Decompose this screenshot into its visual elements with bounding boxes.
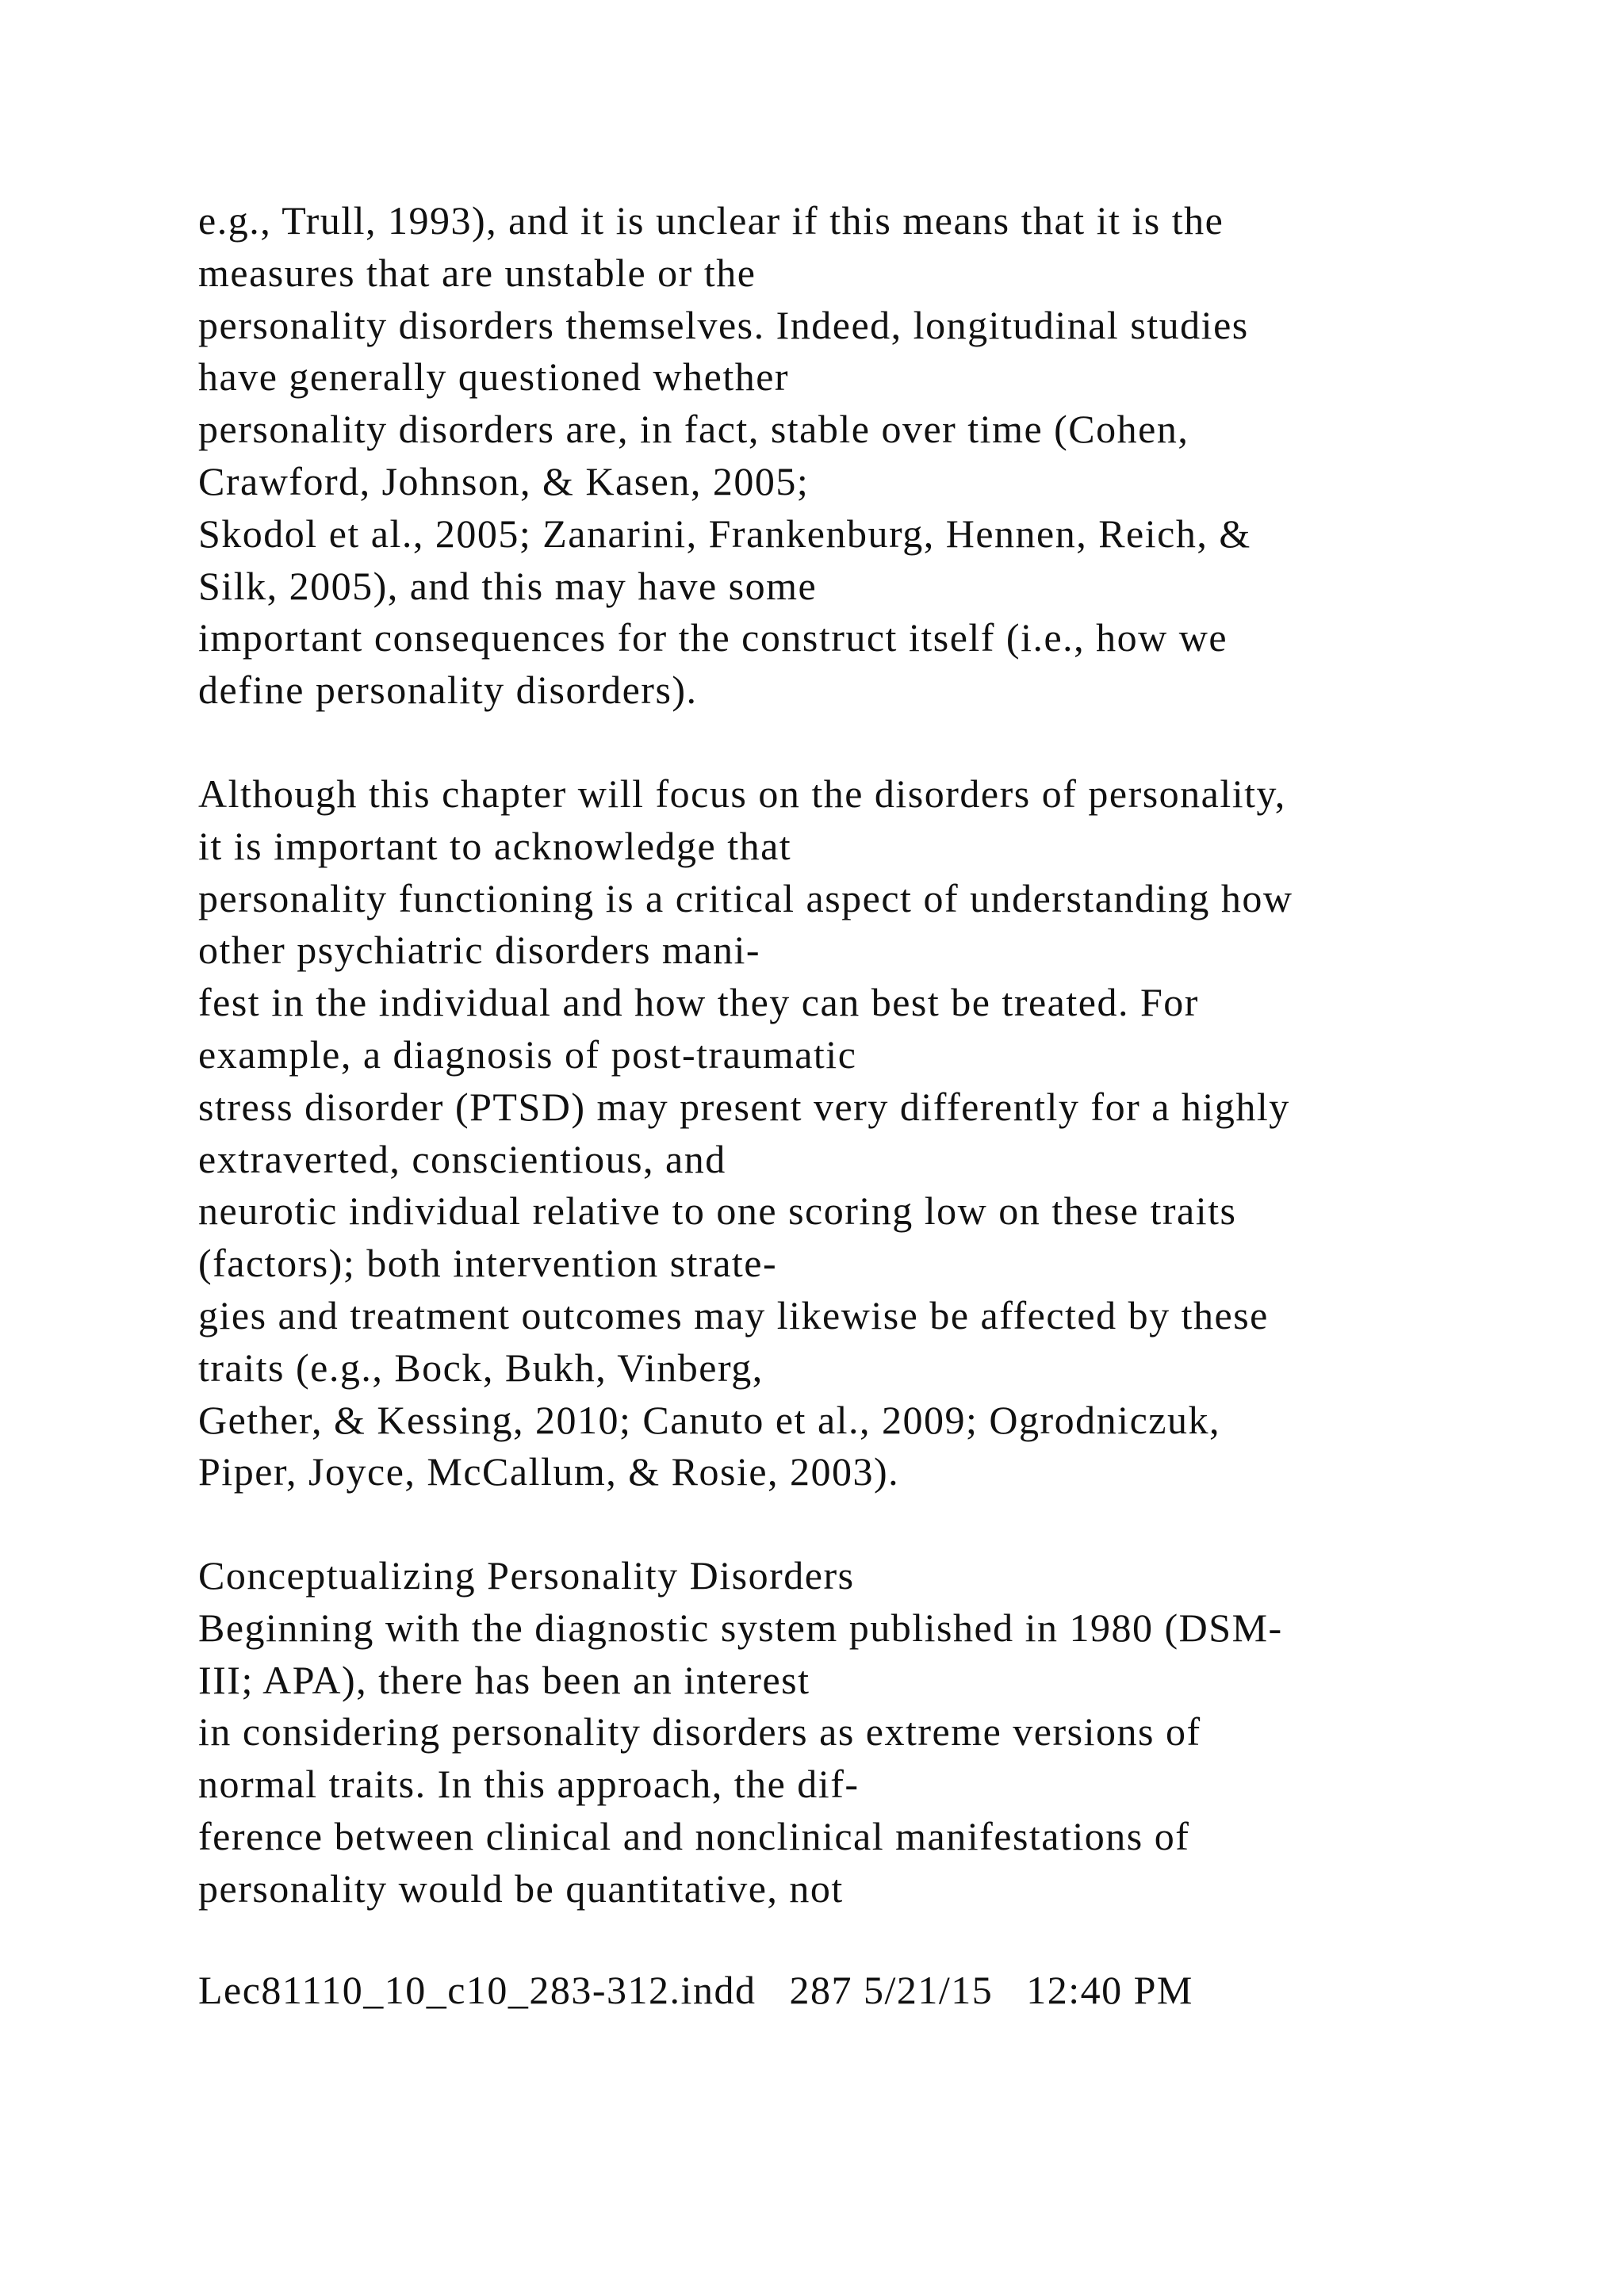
text-line: extraverted, conscientious, and [198, 1136, 726, 1181]
text-line: in considering personality disorders as extreme versions of [198, 1709, 1201, 1755]
text-line: e.g., Trull, 1993), and it is unclear if this means that it is the [198, 198, 1224, 243]
text-line: ference between clinical and nonclinical manifestations of [198, 1813, 1190, 1858]
text-line: Piper, Joyce, McCallum, & Rosie, 2003). [198, 1449, 900, 1494]
text-line: normal traits. In this approach, the dif- [198, 1762, 860, 1807]
text-line: fest in the individual and how they can best be treated. For [198, 980, 1199, 1025]
paragraph-longitudinal-stability [198, 195, 1546, 717]
text-line: have generally questioned whether [198, 354, 790, 400]
text-line: personality disorders themselves. Indeed, longitudinal studies [198, 302, 1249, 347]
text-line: Gether, & Kessing, 2010; Canuto et al., 2009; Ogrodniczuk, [198, 1397, 1220, 1442]
footer-file-info: Lec81110_10_c10_283-312.indd 287 5/21/15 12:40 PM [198, 1968, 1193, 2012]
text-line: III; APA), there has been an interest [198, 1657, 810, 1702]
text-line: example, a diagnosis of post-traumatic [198, 1031, 857, 1077]
text-line: Silk, 2005), and this may have some [198, 563, 818, 608]
text-line: personality would be quantitative, not [198, 1866, 844, 1911]
text-line: Skodol et al., 2005; Zanarini, Frankenburg, Hennen, Reich, & [198, 511, 1251, 556]
page-footer [198, 1965, 1546, 2017]
section-heading: Conceptualizing Personality Disorders [198, 1553, 855, 1598]
text-line: traits (e.g., Bock, Bukh, Vinberg, [198, 1345, 764, 1390]
text-line: Beginning with the diagnostic system published in 1980 (DSM- [198, 1605, 1283, 1650]
section-conceptualizing-personality-disorders [198, 1550, 1546, 1915]
text-line: gies and treatment outcomes may likewise be affected by these [198, 1292, 1269, 1337]
text-line: (factors); both intervention strate- [198, 1241, 778, 1286]
text-line: Crawford, Johnson, & Kasen, 2005; [198, 458, 810, 503]
text-line: other psychiatric disorders mani- [198, 928, 761, 973]
text-line: measures that are unstable or the [198, 250, 756, 295]
text-line: personality disorders are, in fact, stable over time (Cohen, [198, 407, 1189, 452]
paragraph-personality-functioning [198, 768, 1546, 1498]
text-line: stress disorder (PTSD) may present very differently for a highly [198, 1084, 1290, 1129]
text-line: define personality disorders). [198, 668, 698, 713]
text-line: neurotic individual relative to one scoring low on these traits [198, 1188, 1237, 1234]
text-line: important consequences for the construct itself (i.e., how we [198, 615, 1228, 660]
text-line: personality functioning is a critical aspect of understanding how [198, 875, 1293, 920]
text-line: it is important to acknowledge that [198, 823, 792, 868]
text-line: Although this chapter will focus on the disorders of personality, [198, 771, 1286, 816]
